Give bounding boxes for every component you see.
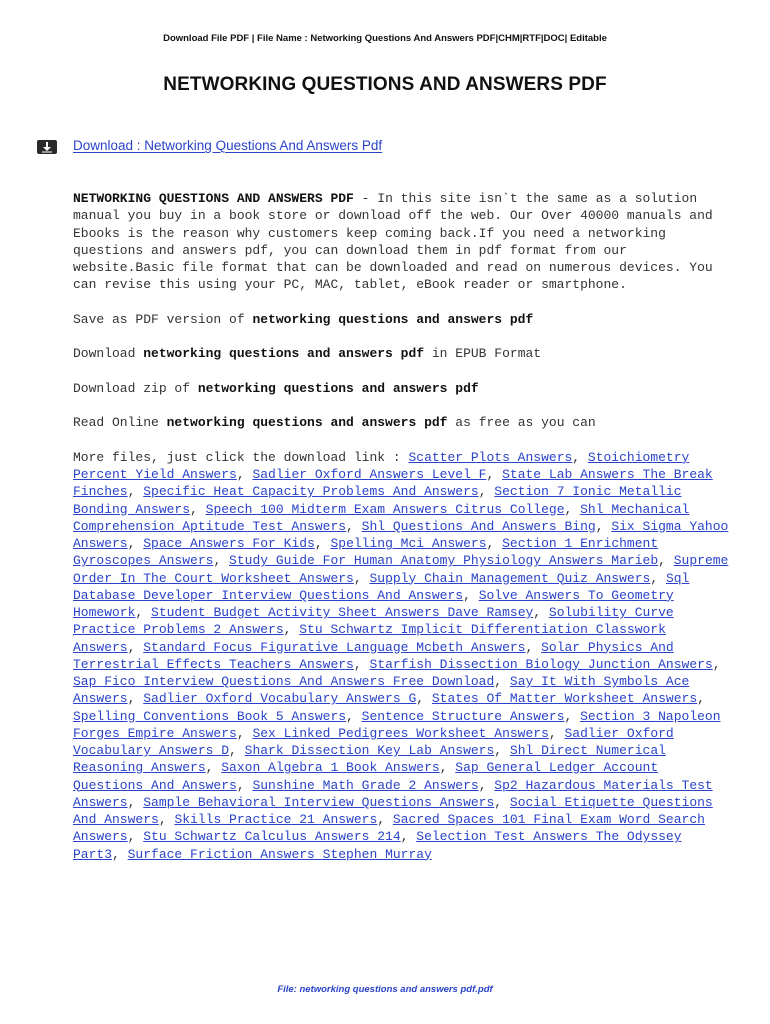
intro-text: - In this site isn`t the same as a solution manual you buy in a book store or download off the web. Our Over 40000 manuals and Ebooks is the reason why customers keep coming back.If you need a networking questions and answers pdf, you can download them in pdf format from our website.Basic file format that can be downloaded and read on numerous devices. You can revise this using your PC, MAC, tablet, eBook reader or smartphone. xyxy=(73,191,713,293)
related-file-link[interactable]: Solubility Curve Practice Problems 2 Answers xyxy=(73,605,674,638)
intro-paragraph xyxy=(73,190,731,294)
related-file-link[interactable]: Stu Schwartz Calculus Answers 214 xyxy=(143,829,401,845)
line-pre: Read Online xyxy=(73,415,167,431)
related-file-link[interactable]: Shl Questions And Answers Bing xyxy=(361,518,596,534)
download-icon[interactable] xyxy=(37,140,57,154)
save-pdf-line xyxy=(73,311,731,328)
related-file-link[interactable]: Sentence Structure Answers xyxy=(361,708,565,724)
related-file-link[interactable]: Student Budget Activity Sheet Answers Dave Ramsey xyxy=(151,605,534,620)
related-file-link[interactable]: Sadlier Oxford Vocabulary Answers D xyxy=(73,725,674,758)
related-file-link[interactable]: Spelling Conventions Book 5 Answers xyxy=(73,708,347,724)
related-file-link[interactable]: Study Guide For Human Anatomy Physiology Answers Marieb xyxy=(229,553,659,569)
related-file-link[interactable]: Starfish Dissection Biology Junction Answers xyxy=(369,656,713,672)
related-file-link[interactable]: Standard Focus Figurative Language Mcbeth Answers xyxy=(143,639,526,655)
line-post: as free as you can xyxy=(447,415,596,431)
related-file-link[interactable]: Supreme Order In The Court Worksheet Answers xyxy=(73,553,729,586)
line-bold: networking questions and answers pdf xyxy=(252,311,534,327)
related-file-link[interactable]: Sadlier Oxford Answers Level F xyxy=(252,467,487,482)
related-file-link[interactable]: Sap Fico Interview Questions And Answers Free Download xyxy=(73,674,495,689)
related-file-link[interactable]: Solve Answers To Geometry Homework xyxy=(73,587,674,620)
related-file-link[interactable]: Six Sigma Yahoo Answers xyxy=(73,518,729,551)
download-link[interactable]: Download : Networking Questions And Answers Pdf xyxy=(73,138,383,153)
related-file-link[interactable]: Stu Schwartz Implicit Differentiation Classwork Answers xyxy=(73,622,666,655)
related-file-link[interactable]: State Lab Answers The Break Finches xyxy=(73,467,713,500)
related-file-link[interactable]: Saxon Algebra 1 Book Answers xyxy=(221,760,440,776)
intro-bold-lead: NETWORKING QUESTIONS AND ANSWERS PDF xyxy=(73,191,354,206)
related-file-link[interactable]: Supply Chain Management Quiz Answers xyxy=(369,570,651,586)
more-files-paragraph xyxy=(73,449,731,863)
related-file-link[interactable]: Surface Friction Answers Stephen Murray xyxy=(127,846,432,862)
related-file-link[interactable]: Sap General Ledger Account Questions And Answers xyxy=(73,760,659,793)
related-file-link[interactable]: Sql Database Developer Interview Questions And Answers xyxy=(73,570,690,603)
related-file-link[interactable]: Section 1 Enrichment Gyroscopes Answers xyxy=(73,536,659,569)
related-file-link[interactable]: Shark Dissection Key Lab Answers xyxy=(244,743,495,758)
related-file-link[interactable]: Shl Direct Numerical Reasoning Answers xyxy=(73,743,666,776)
related-file-link[interactable]: Space Answers For Kids xyxy=(143,536,315,551)
related-file-link[interactable]: Specific Heat Capacity Problems And Answers xyxy=(143,484,479,500)
related-file-link[interactable]: Shl Mechanical Comprehension Aptitude Test Answers xyxy=(73,501,690,534)
line-pre: Download zip of xyxy=(73,380,198,396)
line-pre: Download xyxy=(73,346,144,362)
related-file-link[interactable]: Sample Behavioral Interview Questions Answers xyxy=(143,794,495,810)
page-header: Download File PDF | File Name : Networking Questions And Answers PDF|CHM|RTF|DOC| Editable xyxy=(163,33,607,44)
line-bold: networking questions and answers pdf xyxy=(166,415,448,431)
page-footer: File: networking questions and answers pdf.pdf xyxy=(277,984,493,995)
related-file-link[interactable]: Section 7 Ionic Metallic Bonding Answers xyxy=(73,484,682,517)
related-file-link[interactable]: Say It With Symbols Ace Answers xyxy=(73,674,690,707)
line-bold: networking questions and answers pdf xyxy=(197,380,479,396)
related-file-link[interactable]: Skills Practice 21 Answers xyxy=(174,812,378,827)
page-title: NETWORKING QUESTIONS AND ANSWERS PDF xyxy=(163,74,607,95)
related-file-link[interactable]: Solar Physics And Terrestrial Effects Teachers Answers xyxy=(73,639,674,672)
related-file-link[interactable]: Social Etiquette Questions And Answers xyxy=(73,794,713,827)
epub-line xyxy=(73,345,731,362)
related-file-link[interactable]: Sacred Spaces 101 Final Exam Word Search Answers xyxy=(73,812,705,845)
related-file-link[interactable]: States Of Matter Worksheet Answers xyxy=(431,691,698,707)
related-file-link[interactable]: Sunshine Math Grade 2 Answers xyxy=(252,777,479,793)
more-files-intro: More files, just click the download link : xyxy=(73,449,409,465)
related-file-link[interactable]: Sadlier Oxford Vocabulary Answers G xyxy=(143,691,417,707)
related-file-link[interactable]: Stoichiometry Percent Yield Answers xyxy=(73,449,690,482)
zip-line xyxy=(73,380,731,397)
related-file-link[interactable]: Speech 100 Midterm Exam Answers Citrus College xyxy=(205,501,565,517)
related-file-link[interactable]: Scatter Plots Answers xyxy=(408,449,573,465)
related-file-link[interactable]: Spelling Mci Answers xyxy=(330,536,487,551)
document-body xyxy=(73,190,731,880)
more-files-links: Scatter Plots Answers, Stoichiometry Percent Yield Answers, Sadlier Oxford Answers Level F, State Lab Answers The Break Finches, Specific Heat Capacity Problems And Answers, Section 7 Ionic Metallic Bonding Answers, Speech 100 Midterm Exam Answers Citrus College, Shl Mechanical Comprehension Aptitude Test Answers, Shl Questions And Answers Bing, Six Sigma Yahoo Answers, Space Answers For Kids, Spelling Mci Answers, Section 1 Enrichment Gyroscopes Answers, Study Guide For Human Anatomy Physiology Answers Marieb, Supreme Order In The Court Worksheet Answers, Supply Chain Management Quiz Answers, Sql Database Developer Interview Questions And Answers, Solve Answers To Geometry Homework, Student Budget Activity Sheet Answers Dave Ramsey, Solubility Curve Practice Problems 2 Answers, Stu Schwartz Implicit Differentiation Classwork Answers, Standard Focus Figurative Language Mcbeth Answers, Solar Physics And Terrestrial Effects Teachers Answers, Starfish Dissection Biology Junction Answers, Sap Fico Interview Questions And Answers Free Download, Say It With Symbols Ace Answers, Sadlier Oxford Vocabulary Answers G, States Of Matter Worksheet Answers, Spelling Conventions Book 5 Answers, Sentence Structure Answers, Section 3 Napoleon Forges Empire Answers, Sex Linked Pedigrees Worksheet Answers, Sadlier Oxford Vocabulary Answers D, Shark Dissection Key Lab Answers, Shl Direct Numerical Reasoning Answers, Saxon Algebra 1 Book Answers, Sap General Ledger Account Questions And Answers, Sunshine Math Grade 2 Answers, Sp2 Hazardous Materials Test Answers, Sample Behavioral Interview Questions Answers, Social Etiquette Questions And Answers, Skills Practice 21 Answers, Sacred Spaces 101 Final Exam Word Search Answers, Stu Schwartz Calculus Answers 214, Selection Test Answers The Odyssey Part3, Surface Friction Answers Stephen Murray xyxy=(73,449,729,862)
line-post: in EPUB Format xyxy=(424,346,542,362)
related-file-link[interactable]: Sp2 Hazardous Materials Test Answers xyxy=(73,777,713,810)
line-pre: Save as PDF version of xyxy=(73,311,253,327)
read-online-line xyxy=(73,414,731,431)
related-file-link[interactable]: Sex Linked Pedigrees Worksheet Answers xyxy=(252,725,549,741)
related-file-link[interactable]: Selection Test Answers The Odyssey Part3 xyxy=(73,829,682,862)
line-bold: networking questions and answers pdf xyxy=(143,346,425,362)
related-file-link[interactable]: Section 3 Napoleon Forges Empire Answers xyxy=(73,708,721,741)
